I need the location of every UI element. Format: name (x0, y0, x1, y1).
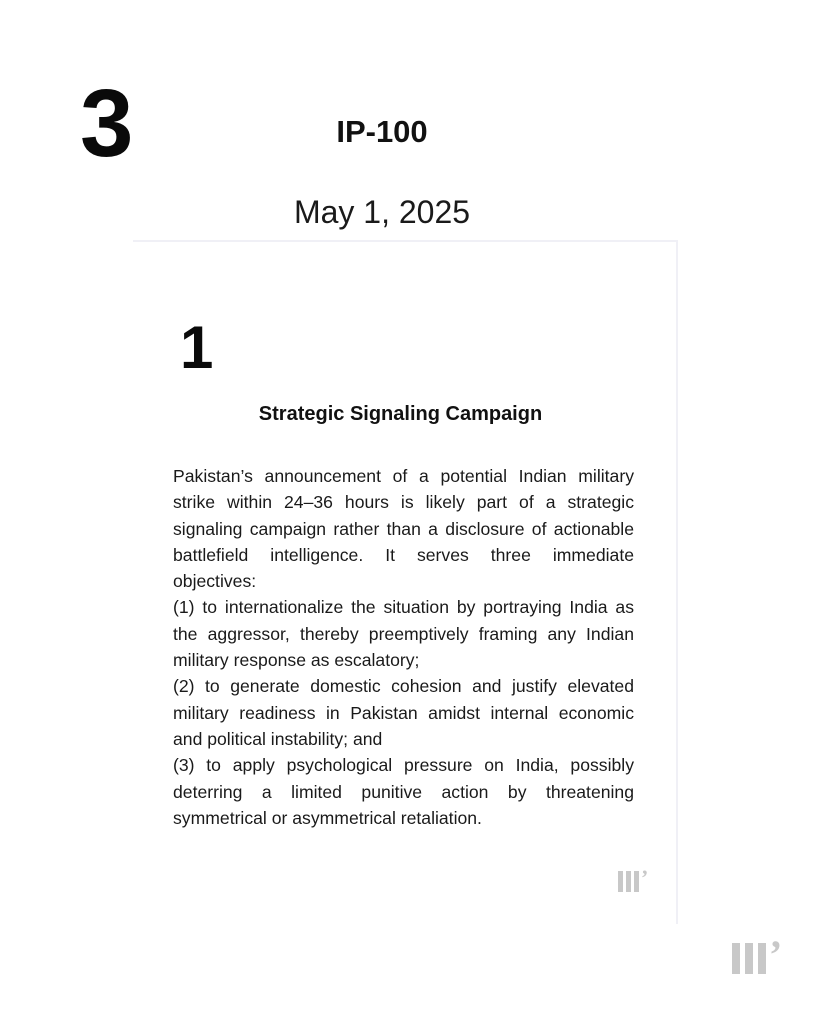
item-body (173, 463, 634, 831)
document-date: May 1, 2025 (293, 194, 471, 230)
item-title: Strategic Signaling Campaign (258, 403, 543, 425)
logo-apostrophe-icon: ’ (641, 865, 649, 890)
logo-apostrophe-icon: ’ (769, 932, 783, 977)
document-code: IP-100 (336, 114, 428, 149)
body-objective-2: (2) to generate domestic cohesion and justify elevated military readiness in Pakistan amidst internal economic and political instability; and (173, 676, 634, 749)
card-watermark-logo (618, 865, 649, 893)
logo-bars-icon (618, 871, 642, 893)
page-number: 3 (80, 70, 132, 177)
logo-bars-icon (732, 943, 771, 981)
item-number: 1 (180, 314, 214, 381)
body-objective-3: (3) to apply psychological pressure on India, possibly deterring a limited punitive action by threatening symmetrical or asymmetrical retaliation. (173, 755, 634, 828)
body-objective-1: (1) to internationalize the situation by portraying India as the aggressor, thereby preemptively framing any Indian military response as escalatory; (173, 597, 634, 671)
page-watermark-logo (732, 932, 783, 981)
body-intro-paragraph: Pakistan’s announcement of a potential Indian military strike within 24–36 hours is likely part of a strategic signaling campaign rather than a disclosure of actionable battlefield intelligence. It serves three immediate objectives: (173, 466, 634, 592)
